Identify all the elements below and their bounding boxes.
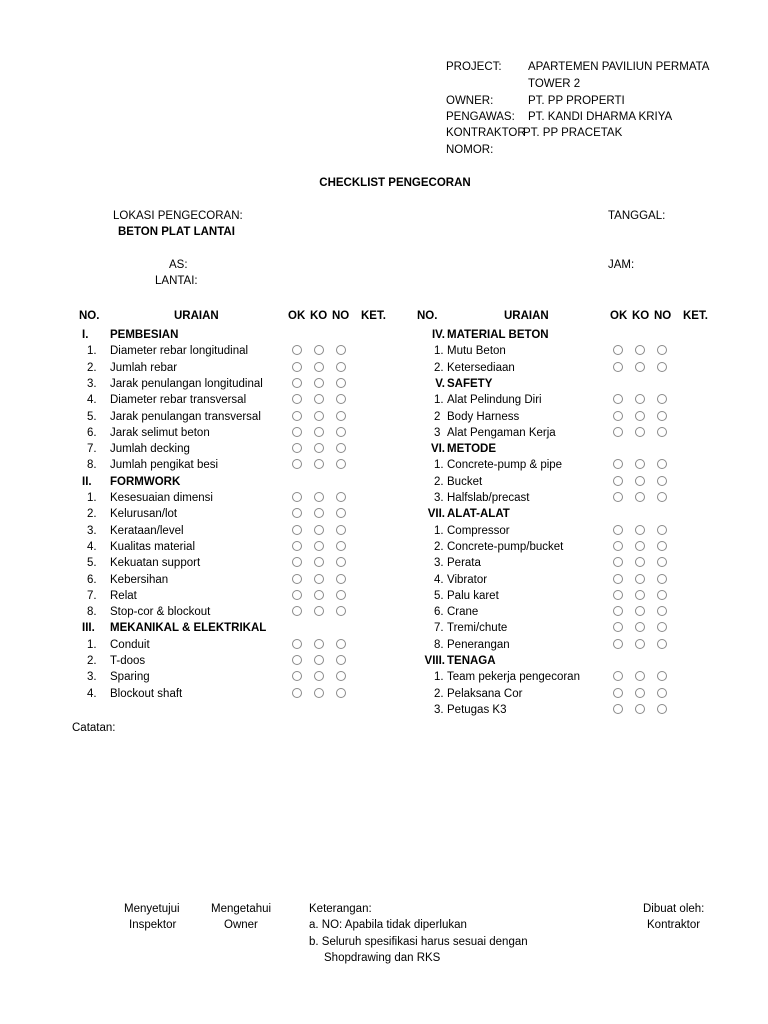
row-number: 3.: [87, 377, 97, 390]
row-number: 3.: [434, 492, 444, 504]
row-number: 1.: [434, 524, 444, 537]
row-number: 2.: [434, 540, 444, 553]
radio-ko[interactable]: [635, 688, 645, 698]
row-number: III.: [82, 622, 95, 635]
jam-label: JAM:: [608, 259, 635, 271]
section-title: METODE: [447, 443, 496, 456]
nomor-label: NOMOR:: [446, 144, 494, 156]
row-number: 8.: [87, 606, 97, 619]
owner-label: OWNER:: [446, 95, 494, 107]
row-number: 2.: [87, 655, 97, 667]
item-label: Kualitas material: [110, 540, 196, 553]
row-number: II.: [82, 475, 92, 488]
kontraktor-label: KONTRAKTOR: [446, 127, 526, 139]
radio-ok[interactable]: [613, 639, 623, 649]
radio-ok[interactable]: [613, 704, 623, 714]
item-label: Team pekerja pengecoran: [447, 671, 580, 684]
radio-ko[interactable]: [635, 704, 645, 714]
radio-ko[interactable]: [635, 606, 645, 616]
radio-ko[interactable]: [635, 345, 645, 355]
col-ket: KET.: [361, 310, 386, 322]
item-label: Kerataan/level: [110, 524, 184, 537]
item-label: Crane: [447, 606, 479, 619]
item-label: Petugas K3: [447, 703, 507, 716]
row-number: IV.: [431, 329, 445, 341]
row-number: 6.: [434, 606, 444, 619]
row-number: 2.: [87, 508, 97, 521]
radio-ok[interactable]: [613, 476, 623, 486]
row-number: 5.: [87, 557, 97, 570]
radio-no[interactable]: [657, 345, 667, 355]
row-number: 1.: [434, 671, 444, 684]
radio-no[interactable]: [657, 671, 667, 681]
item-label: Compressor: [447, 524, 510, 537]
row-number: 8.: [87, 459, 97, 472]
item-label: Jumlah pengikat besi: [110, 459, 219, 472]
row-number: 7.: [87, 589, 97, 602]
row-number: 2: [434, 410, 441, 423]
item-label: Blockout shaft: [110, 687, 183, 700]
item-label: Relat: [110, 589, 137, 602]
item-label: Mutu Beton: [447, 345, 506, 358]
section-title: FORMWORK: [110, 475, 181, 488]
checklist-row: [0, 360, 768, 376]
menyetujui-label: Menyetujui: [124, 903, 180, 915]
owner-signature-label: Owner: [224, 919, 258, 931]
radio-no[interactable]: [657, 541, 667, 551]
item-label: Kekuatan support: [110, 557, 201, 570]
item-label: Penerangan: [447, 638, 510, 651]
radio-ok[interactable]: [613, 574, 623, 584]
section-title: ALAT-ALAT: [447, 508, 510, 521]
item-label: Bucket: [447, 475, 483, 488]
radio-no[interactable]: [657, 574, 667, 584]
row-number: VII.: [427, 508, 445, 521]
row-number: V.: [435, 377, 445, 390]
item-label: Jarak selimut beton: [110, 426, 210, 439]
row-number: 2.: [434, 361, 444, 374]
item-label: Kesesuaian dimensi: [110, 492, 213, 504]
col-ok: OK: [288, 310, 306, 322]
row-number: I.: [82, 329, 89, 341]
radio-ko[interactable]: [635, 525, 645, 535]
col-uraian: URAIAN: [174, 310, 219, 322]
col-no-status: NO: [332, 310, 350, 322]
item-label: Sparing: [110, 671, 150, 684]
radio-no[interactable]: [657, 394, 667, 404]
item-label: Body Harness: [447, 410, 520, 423]
checklist-row: [0, 686, 768, 702]
lantai-label: LANTAI:: [155, 275, 198, 287]
lokasi-value: BETON PLAT LANTAI: [118, 226, 235, 238]
item-label: Diameter rebar longitudinal: [110, 345, 249, 358]
radio-no[interactable]: [657, 622, 667, 632]
catatan-label: Catatan:: [72, 722, 116, 734]
radio-ko[interactable]: [635, 362, 645, 372]
checklist-row: [0, 572, 768, 588]
radio-ok[interactable]: [613, 362, 623, 372]
checklist-row: [0, 343, 768, 359]
kontraktor-value: PT. PP PRACETAK: [523, 127, 623, 139]
radio-ok[interactable]: [613, 345, 623, 355]
checklist-row: [0, 588, 768, 604]
radio-ko[interactable]: [635, 671, 645, 681]
item-label: Conduit: [110, 638, 150, 651]
section-title: TENAGA: [447, 655, 496, 667]
row-number: 1.: [87, 345, 97, 358]
radio-ok[interactable]: [613, 525, 623, 535]
section-title: MEKANIKAL & ELEKTRIKAL: [110, 622, 267, 635]
checklist-row: [0, 702, 768, 718]
keterangan-b-line2: Shopdrawing dan RKS: [324, 952, 441, 964]
row-number: 6.: [87, 573, 97, 586]
col-ko: KO: [310, 310, 328, 322]
dibuat-oleh-label: Dibuat oleh:: [643, 903, 705, 915]
page-title: CHECKLIST PENGECORAN: [319, 177, 471, 189]
row-number: 1.: [434, 345, 444, 358]
radio-ko[interactable]: [635, 476, 645, 486]
tanggal-label: TANGGAL:: [608, 210, 666, 222]
row-number: 3: [434, 426, 441, 439]
item-label: Palu karet: [447, 589, 499, 602]
row-number: 2.: [87, 361, 97, 374]
project-value-line2: TOWER 2: [528, 78, 581, 90]
keterangan-b: b. Seluruh spesifikasi harus sesuai dengan: [309, 936, 528, 948]
radio-no[interactable]: [657, 688, 667, 698]
pengawas-label: PENGAWAS:: [446, 111, 515, 123]
keterangan-label: Keterangan:: [309, 903, 372, 915]
col-uraian: URAIAN: [504, 310, 549, 322]
section-header: [0, 506, 768, 522]
item-label: Jumlah rebar: [110, 361, 178, 374]
row-number: 4.: [87, 394, 97, 407]
item-label: Halfslab/precast: [447, 492, 530, 504]
section-header: [0, 327, 768, 343]
item-label: Vibrator: [447, 573, 488, 586]
item-label: Pelaksana Cor: [447, 687, 523, 700]
row-number: 7.: [434, 622, 444, 635]
radio-no[interactable]: [657, 525, 667, 535]
checklist-row: [0, 637, 768, 653]
section-title: SAFETY: [447, 377, 493, 390]
radio-ok[interactable]: [613, 590, 623, 600]
row-number: 3.: [434, 703, 444, 716]
radio-ko[interactable]: [635, 639, 645, 649]
radio-ok[interactable]: [613, 557, 623, 567]
inspektor-label: Inspektor: [129, 919, 177, 931]
radio-no[interactable]: [657, 427, 667, 437]
radio-no[interactable]: [657, 459, 667, 469]
col-ok: OK: [610, 310, 628, 322]
item-label: Ketersediaan: [447, 361, 515, 374]
mengetahui-label: Mengetahui: [211, 903, 272, 915]
section-title: MATERIAL BETON: [447, 329, 549, 341]
col-no: NO.: [417, 310, 438, 322]
pengawas-value: PT. KANDI DHARMA KRIYA: [528, 111, 673, 123]
row-number: 1.: [87, 638, 97, 651]
item-label: T-doos: [110, 655, 146, 667]
section-header: [0, 441, 768, 457]
radio-no[interactable]: [657, 704, 667, 714]
item-label: Kelurusan/lot: [110, 508, 178, 521]
checklist-row: [0, 474, 768, 490]
col-ko: KO: [632, 310, 650, 322]
radio-ko[interactable]: [635, 394, 645, 404]
row-number: 3.: [87, 524, 97, 537]
section-header: [0, 653, 768, 669]
radio-ko[interactable]: [635, 541, 645, 551]
radio-ko[interactable]: [635, 459, 645, 469]
radio-no[interactable]: [657, 411, 667, 421]
item-label: Concrete-pump & pipe: [447, 459, 563, 472]
col-ket: KET.: [683, 310, 708, 322]
radio-ok[interactable]: [613, 671, 623, 681]
owner-value: PT. PP PROPERTI: [528, 95, 625, 107]
row-number: 3.: [87, 671, 97, 684]
row-number: 5.: [434, 589, 444, 602]
col-no-status: NO: [654, 310, 672, 322]
lokasi-label: LOKASI PENGECORAN:: [113, 210, 243, 222]
radio-ok[interactable]: [613, 411, 623, 421]
section-title: PEMBESIAN: [110, 329, 179, 341]
project-value: APARTEMEN PAVILIUN PERMATA: [528, 61, 710, 73]
radio-ok[interactable]: [613, 622, 623, 632]
row-number: 6.: [87, 426, 97, 439]
item-label: Concrete-pump/bucket: [447, 540, 564, 553]
radio-ok[interactable]: [613, 427, 623, 437]
row-number: 4.: [434, 573, 444, 586]
row-number: 1.: [87, 492, 97, 504]
row-number: 1.: [434, 394, 444, 407]
item-label: Jarak penulangan transversal: [110, 410, 261, 423]
row-number: VIII.: [424, 655, 445, 667]
row-number: 5.: [87, 410, 97, 423]
checklist-row: [0, 555, 768, 571]
radio-ok[interactable]: [613, 492, 623, 502]
radio-ko[interactable]: [635, 411, 645, 421]
radio-ko[interactable]: [635, 557, 645, 567]
item-label: Diameter rebar transversal: [110, 394, 247, 407]
item-label: Alat Pelindung Diri: [447, 394, 542, 407]
radio-ko[interactable]: [635, 590, 645, 600]
keterangan-a: a. NO: Apabila tidak diperlukan: [309, 919, 467, 931]
radio-no[interactable]: [657, 606, 667, 616]
row-number: 2.: [434, 687, 444, 700]
item-label: Tremi/chute: [447, 622, 508, 635]
radio-ok[interactable]: [613, 688, 623, 698]
radio-ok[interactable]: [613, 394, 623, 404]
item-label: Perata: [447, 557, 481, 570]
section-header: [0, 376, 768, 392]
checklist-row: [0, 669, 768, 685]
checklist-row: [0, 425, 768, 441]
radio-ko[interactable]: [635, 574, 645, 584]
checklist-row: [0, 490, 768, 506]
radio-ok[interactable]: [613, 606, 623, 616]
row-number: VI.: [430, 443, 445, 456]
checklist-row: [0, 539, 768, 555]
item-label: Stop-cor & blockout: [110, 606, 211, 619]
row-number: 1.: [434, 459, 444, 472]
row-number: 7.: [87, 443, 97, 456]
checklist-row: [0, 392, 768, 408]
item-label: Alat Pengaman Kerja: [447, 426, 556, 439]
item-label: Kebersihan: [110, 573, 169, 586]
project-label: PROJECT:: [446, 61, 502, 73]
item-label: Jarak penulangan longitudinal: [110, 377, 263, 390]
radio-ko[interactable]: [635, 427, 645, 437]
checklist-row: [0, 620, 768, 636]
col-no: NO.: [79, 310, 100, 322]
radio-no[interactable]: [657, 557, 667, 567]
radio-ko[interactable]: [635, 492, 645, 502]
radio-ok[interactable]: [613, 459, 623, 469]
kontraktor-signature-label: Kontraktor: [647, 919, 701, 931]
checklist-row: [0, 409, 768, 425]
checklist-row: [0, 457, 768, 473]
radio-ko[interactable]: [635, 622, 645, 632]
checklist-row: [0, 604, 768, 620]
radio-no[interactable]: [657, 362, 667, 372]
radio-ok[interactable]: [613, 541, 623, 551]
row-number: 2.: [434, 475, 444, 488]
row-number: 3.: [434, 557, 444, 570]
radio-no[interactable]: [657, 476, 667, 486]
row-number: 4.: [87, 687, 97, 700]
radio-no[interactable]: [657, 590, 667, 600]
checklist-row: [0, 523, 768, 539]
row-number: 8.: [434, 638, 444, 651]
as-label: AS:: [169, 259, 188, 271]
row-number: 4.: [87, 540, 97, 553]
radio-no[interactable]: [657, 639, 667, 649]
radio-no[interactable]: [657, 492, 667, 502]
item-label: Jumlah decking: [110, 443, 190, 456]
